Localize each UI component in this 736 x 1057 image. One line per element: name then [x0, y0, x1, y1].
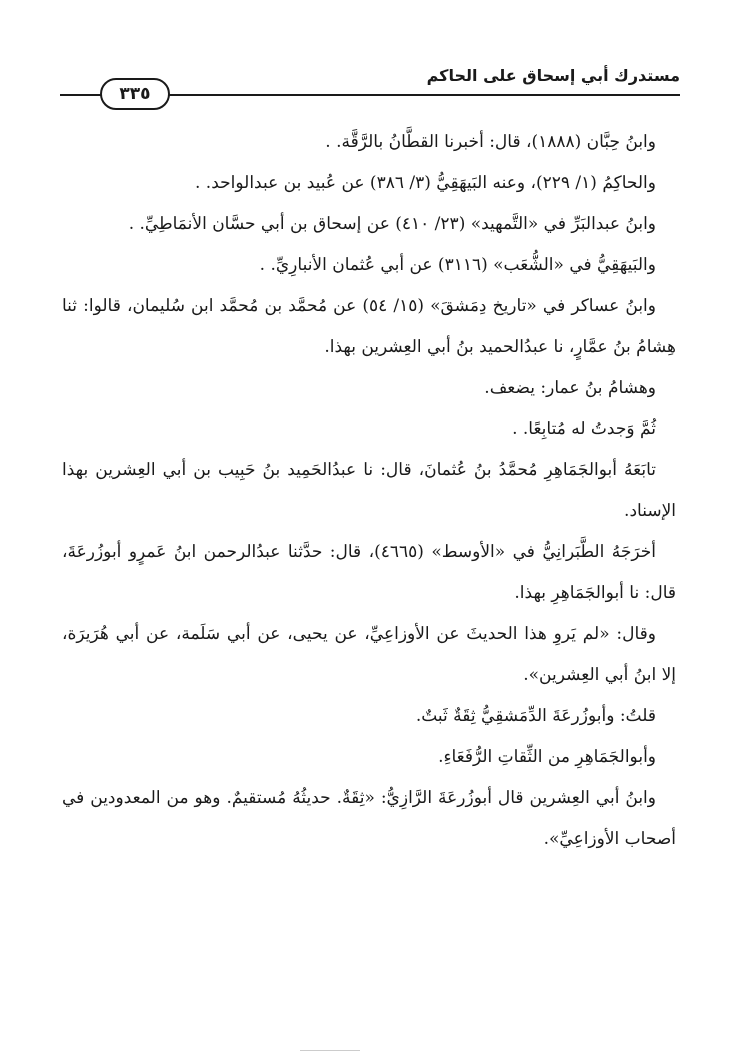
paragraph: وابنُ أبي العِشرين قال أبوزُرعَةَ الرَّازِيُّ: «ثِقَةٌ. حديثُهُ مُستقيمٌ. وهو من المعدودين في أصحاب الأوزاعِيِّ». — [62, 788, 676, 849]
paragraph: وابنُ حِبَّان (١٨٨٨)، قال: أخبرنا القطَّانُ بالرَّقَّة. . — [325, 132, 656, 152]
paragraph: قلتُ: وأبوزُرعَةَ الدِّمَشقِيُّ ثِقَةٌ ثَبتٌ. — [415, 706, 656, 726]
page-number: ٣٣٥ — [100, 78, 170, 110]
paragraph: والبَيهَقِيُّ في «الشُّعَب» (٣١١٦) عن أبي عُثمان الأنبارِيِّ. . — [259, 255, 656, 275]
page-header — [60, 62, 680, 102]
paragraph: وقال: «لم يَروِ هذا الحديثَ عن الأوزاعِيِّ، عن يحيى، عن أبي سَلَمة، عن أبي هُرَيرَة، إلا ابنُ أبي العِشرين». — [62, 624, 676, 685]
footer-divider — [300, 1050, 360, 1051]
paragraph: والحاكِمُ (١/ ٢٢٩)، وعنه البَيهَقِيُّ (٣/ ٣٨٦) عن عُبيد بن عبدالواحد. . — [194, 173, 656, 193]
paragraph: ثُمَّ وَجدتُ له مُتابِعًا. . — [512, 419, 656, 439]
paragraph: وابنُ عبدالبَرِّ في «التَّمهيد» (٢٣/ ٤١٠) عن إسحاق بن أبي حسَّان الأنمَاطِيِّ. . — [128, 214, 656, 234]
paragraph: وابنُ عساكر في «تاريخ دِمَشقَ» (١٥/ ٥٤) عن مُحمَّد بن مُحمَّد ابن سُليمان، قالوا: ثنا هِشامُ بنُ عمَّارٍ، نا عبدُالحميد بنُ أبي العِشرين بهذا. — [62, 296, 676, 357]
paragraph: وأبوالجَمَاهِرِ من الثِّقاتِ الرُّفَعَاءِ. — [438, 747, 656, 767]
paragraph: تابَعَهُ أبوالجَمَاهِرِ مُحمَّدُ بنُ عُثمانَ، قال: نا عبدُالحَمِيد بنُ حَبِيب بن أبي العِشرين بهذا الإسناد. — [62, 460, 676, 521]
paragraph: أخرَجَهُ الطَّبَرانِيُّ في «الأوسط» (٤٦٦٥)، قال: حدَّثنا عبدُالرحمن ابنُ عَمرٍو أبوزُرعَةَ، قال: نا أبوالجَمَاهِرِ بهذا. — [62, 542, 676, 603]
paragraph: وهشامُ بنُ عمار: يضعف. — [484, 378, 656, 398]
book-title: مستدرك أبي إسحاق على الحاكم — [426, 66, 680, 85]
body-text — [62, 122, 676, 860]
